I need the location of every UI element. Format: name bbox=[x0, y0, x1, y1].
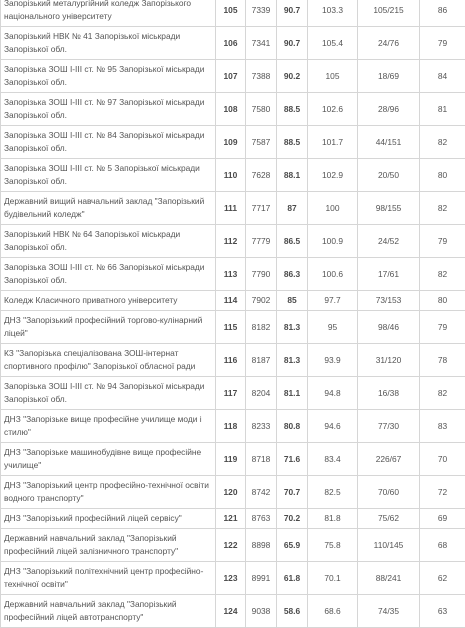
ratio-cell: 110/145 bbox=[358, 529, 420, 562]
index-cell: 70.2 bbox=[277, 509, 308, 529]
institution-name-cell: Запорізька ЗОШ І-ІІІ ст. № 95 Запорізької міськради Запорізької обл. bbox=[1, 60, 216, 93]
rank-cell: 120 bbox=[216, 476, 246, 509]
ratio-cell: 16/38 bbox=[358, 377, 420, 410]
value-c-cell: 63 bbox=[420, 595, 465, 628]
table-row bbox=[1, 291, 465, 311]
table-row bbox=[1, 225, 465, 258]
ratio-cell: 20/50 bbox=[358, 159, 420, 192]
table-row bbox=[1, 192, 465, 225]
rank-cell: 124 bbox=[216, 595, 246, 628]
table-row bbox=[1, 529, 465, 562]
value-a-cell: 81.8 bbox=[308, 509, 358, 529]
value-c-cell: 62 bbox=[420, 562, 465, 595]
institution-name-cell: ДНЗ "Запорізький політехнічний центр професійно-технічної освіти" bbox=[1, 562, 216, 595]
value-a-cell: 101.7 bbox=[308, 126, 358, 159]
value-c-cell: 72 bbox=[420, 476, 465, 509]
index-cell: 81.1 bbox=[277, 377, 308, 410]
rank-cell: 114 bbox=[216, 291, 246, 311]
rank-cell: 105 bbox=[216, 0, 246, 27]
index-cell: 65.9 bbox=[277, 529, 308, 562]
ratio-cell: 77/30 bbox=[358, 410, 420, 443]
rank-cell: 106 bbox=[216, 27, 246, 60]
value-c-cell: 83 bbox=[420, 410, 465, 443]
ratio-cell: 17/61 bbox=[358, 258, 420, 291]
rank-cell: 107 bbox=[216, 60, 246, 93]
institution-name-cell: Запорізька ЗОШ І-ІІІ ст. № 66 Запорізької міськради Запорізької обл. bbox=[1, 258, 216, 291]
index-cell: 90.7 bbox=[277, 27, 308, 60]
value-c-cell: 80 bbox=[420, 291, 465, 311]
ratio-cell: 73/153 bbox=[358, 291, 420, 311]
institution-name-cell: Запорізький НВК № 64 Запорізької міськради Запорізької обл. bbox=[1, 225, 216, 258]
ratio-cell: 31/120 bbox=[358, 344, 420, 377]
ratio-cell: 44/151 bbox=[358, 126, 420, 159]
value-a-cell: 94.6 bbox=[308, 410, 358, 443]
institution-name-cell: Державний навчальний заклад "Запорізький професійний ліцей автотранспорту" bbox=[1, 595, 216, 628]
ratio-cell: 98/155 bbox=[358, 192, 420, 225]
index-cell: 88.5 bbox=[277, 126, 308, 159]
ratio-cell: 226/67 bbox=[358, 443, 420, 476]
table-row bbox=[1, 595, 465, 628]
index-cell: 61.8 bbox=[277, 562, 308, 595]
value-c-cell: 84 bbox=[420, 60, 465, 93]
value-c-cell: 79 bbox=[420, 311, 465, 344]
rank-cell: 122 bbox=[216, 529, 246, 562]
rank-cell: 121 bbox=[216, 509, 246, 529]
value-a-cell: 97.7 bbox=[308, 291, 358, 311]
score-cell: 8187 bbox=[246, 344, 277, 377]
value-c-cell: 70 bbox=[420, 443, 465, 476]
value-c-cell: 80 bbox=[420, 159, 465, 192]
ratio-cell: 74/35 bbox=[358, 595, 420, 628]
index-cell: 86.3 bbox=[277, 258, 308, 291]
score-cell: 8763 bbox=[246, 509, 277, 529]
rank-cell: 111 bbox=[216, 192, 246, 225]
value-a-cell: 100.9 bbox=[308, 225, 358, 258]
institution-name-cell: Коледж Класичного приватного університету bbox=[1, 291, 216, 311]
rank-cell: 113 bbox=[216, 258, 246, 291]
value-c-cell: 82 bbox=[420, 126, 465, 159]
value-a-cell: 70.1 bbox=[308, 562, 358, 595]
table-row bbox=[1, 27, 465, 60]
institution-name-cell: Запорізька ЗОШ І-ІІІ ст. № 84 Запорізької міськради Запорізької обл. bbox=[1, 126, 216, 159]
institution-name-cell: ДНЗ "Запорізький професійний торгово-кулінарний ліцей" bbox=[1, 311, 216, 344]
value-a-cell: 105 bbox=[308, 60, 358, 93]
score-cell: 7717 bbox=[246, 192, 277, 225]
score-cell: 7388 bbox=[246, 60, 277, 93]
value-a-cell: 75.8 bbox=[308, 529, 358, 562]
score-cell: 8991 bbox=[246, 562, 277, 595]
index-cell: 81.3 bbox=[277, 344, 308, 377]
value-a-cell: 94.8 bbox=[308, 377, 358, 410]
score-cell: 8898 bbox=[246, 529, 277, 562]
value-a-cell: 103.3 bbox=[308, 0, 358, 27]
table-row bbox=[1, 344, 465, 377]
ratio-cell: 24/52 bbox=[358, 225, 420, 258]
value-a-cell: 102.6 bbox=[308, 93, 358, 126]
index-cell: 90.2 bbox=[277, 60, 308, 93]
value-a-cell: 82.5 bbox=[308, 476, 358, 509]
value-c-cell: 79 bbox=[420, 27, 465, 60]
index-cell: 58.6 bbox=[277, 595, 308, 628]
index-cell: 80.8 bbox=[277, 410, 308, 443]
score-cell: 7339 bbox=[246, 0, 277, 27]
rank-cell: 109 bbox=[216, 126, 246, 159]
value-c-cell: 69 bbox=[420, 509, 465, 529]
table-row bbox=[1, 0, 465, 27]
value-a-cell: 68.6 bbox=[308, 595, 358, 628]
ratio-cell: 105/215 bbox=[358, 0, 420, 27]
value-a-cell: 100.6 bbox=[308, 258, 358, 291]
index-cell: 86.5 bbox=[277, 225, 308, 258]
institution-name-cell: Запорізька ЗОШ І-ІІІ ст. № 5 Запорізької міськради Запорізької обл. bbox=[1, 159, 216, 192]
table-row bbox=[1, 159, 465, 192]
value-c-cell: 82 bbox=[420, 377, 465, 410]
value-c-cell: 79 bbox=[420, 225, 465, 258]
institution-name-cell: Запорізький НВК № 41 Запорізької міськради Запорізької обл. bbox=[1, 27, 216, 60]
rank-cell: 112 bbox=[216, 225, 246, 258]
institution-name-cell: ДНЗ "Запорізький центр професійно-технічної освіти водного транспорту" bbox=[1, 476, 216, 509]
index-cell: 71.6 bbox=[277, 443, 308, 476]
value-a-cell: 83.4 bbox=[308, 443, 358, 476]
value-c-cell: 82 bbox=[420, 192, 465, 225]
index-cell: 87 bbox=[277, 192, 308, 225]
score-cell: 8742 bbox=[246, 476, 277, 509]
institution-name-cell: Державний навчальний заклад "Запорізький професійний ліцей залізничного транспорту" bbox=[1, 529, 216, 562]
score-cell: 8718 bbox=[246, 443, 277, 476]
value-a-cell: 102.9 bbox=[308, 159, 358, 192]
score-cell: 7587 bbox=[246, 126, 277, 159]
ratio-cell: 75/62 bbox=[358, 509, 420, 529]
value-a-cell: 95 bbox=[308, 311, 358, 344]
table-row bbox=[1, 377, 465, 410]
ratio-cell: 28/96 bbox=[358, 93, 420, 126]
score-cell: 9038 bbox=[246, 595, 277, 628]
index-cell: 81.3 bbox=[277, 311, 308, 344]
rank-cell: 119 bbox=[216, 443, 246, 476]
rank-cell: 117 bbox=[216, 377, 246, 410]
index-cell: 85 bbox=[277, 291, 308, 311]
rank-cell: 108 bbox=[216, 93, 246, 126]
score-cell: 7341 bbox=[246, 27, 277, 60]
index-cell: 88.5 bbox=[277, 93, 308, 126]
table-row bbox=[1, 126, 465, 159]
index-cell: 70.7 bbox=[277, 476, 308, 509]
table-row bbox=[1, 60, 465, 93]
institution-name-cell: Державний вищий навчальний заклад "Запорізький будівельний коледж" bbox=[1, 192, 216, 225]
rank-cell: 118 bbox=[216, 410, 246, 443]
rank-cell: 110 bbox=[216, 159, 246, 192]
institution-name-cell: ДНЗ "Запорізьке вище професійне училище моди і стилю" bbox=[1, 410, 216, 443]
institution-name-cell: Запорізька ЗОШ І-ІІІ ст. № 97 Запорізької міськради Запорізької обл. bbox=[1, 93, 216, 126]
score-cell: 7779 bbox=[246, 225, 277, 258]
value-a-cell: 105.4 bbox=[308, 27, 358, 60]
score-cell: 7902 bbox=[246, 291, 277, 311]
score-cell: 8233 bbox=[246, 410, 277, 443]
score-cell: 7790 bbox=[246, 258, 277, 291]
rank-cell: 116 bbox=[216, 344, 246, 377]
institution-name-cell: ДНЗ "Запорізький професійний ліцей сервісу" bbox=[1, 509, 216, 529]
score-cell: 7580 bbox=[246, 93, 277, 126]
institution-name-cell: Запорізький металургійний коледж Запорізького національного університету bbox=[1, 0, 216, 27]
value-a-cell: 93.9 bbox=[308, 344, 358, 377]
institution-name-cell: Запорізька ЗОШ І-ІІІ ст. № 94 Запорізької міськради Запорізької обл. bbox=[1, 377, 216, 410]
rating-table-body bbox=[1, 0, 465, 628]
value-c-cell: 68 bbox=[420, 529, 465, 562]
ratio-cell: 24/76 bbox=[358, 27, 420, 60]
score-cell: 8204 bbox=[246, 377, 277, 410]
ratio-cell: 98/46 bbox=[358, 311, 420, 344]
table-row bbox=[1, 509, 465, 529]
value-c-cell: 82 bbox=[420, 258, 465, 291]
score-cell: 8182 bbox=[246, 311, 277, 344]
table-row bbox=[1, 562, 465, 595]
value-c-cell: 78 bbox=[420, 344, 465, 377]
institution-name-cell: КЗ "Запорізька спеціалізована ЗОШ-інтернат спортивного профілю" Запорізької обласної ради bbox=[1, 344, 216, 377]
value-c-cell: 86 bbox=[420, 0, 465, 27]
ratio-cell: 18/69 bbox=[358, 60, 420, 93]
table-row bbox=[1, 258, 465, 291]
score-cell: 7628 bbox=[246, 159, 277, 192]
table-row bbox=[1, 410, 465, 443]
ratio-cell: 88/241 bbox=[358, 562, 420, 595]
rank-cell: 123 bbox=[216, 562, 246, 595]
table-row bbox=[1, 476, 465, 509]
ratio-cell: 70/60 bbox=[358, 476, 420, 509]
rank-cell: 115 bbox=[216, 311, 246, 344]
value-c-cell: 81 bbox=[420, 93, 465, 126]
index-cell: 88.1 bbox=[277, 159, 308, 192]
institution-name-cell: ДНЗ "Запорізьке машинобудівне вище професійне училище" bbox=[1, 443, 216, 476]
value-a-cell: 100 bbox=[308, 192, 358, 225]
index-cell: 90.7 bbox=[277, 0, 308, 27]
table-row bbox=[1, 311, 465, 344]
table-row bbox=[1, 93, 465, 126]
table-row bbox=[1, 443, 465, 476]
